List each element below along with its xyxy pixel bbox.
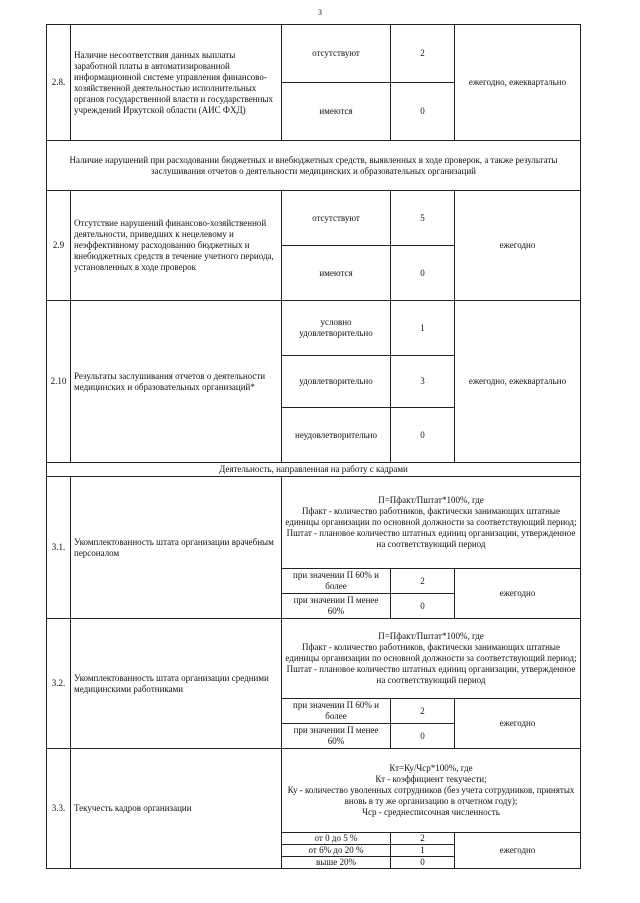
- option-score: 0: [391, 724, 455, 749]
- option-score: 0: [391, 246, 455, 301]
- option-score: 2: [391, 569, 455, 594]
- option-score: 0: [391, 594, 455, 619]
- frequency: ежегодно, ежеквартально: [455, 25, 581, 141]
- formula-line: П=Пфакт/Пштат*100%, где: [378, 631, 484, 641]
- criterion-description: Текучесть кадров организации: [71, 749, 282, 869]
- frequency: ежегодно: [455, 191, 581, 301]
- option-label: отсутствуют: [282, 25, 391, 83]
- option-score: 1: [391, 301, 455, 356]
- option-label: имеются: [282, 246, 391, 301]
- option-score: 2: [391, 833, 455, 845]
- frequency: ежегодно: [455, 833, 581, 869]
- table-row: [47, 477, 581, 569]
- option-label: отсутствуют: [282, 191, 391, 246]
- option-label: неудовлетворительно: [282, 408, 391, 463]
- row-number: 2.10: [47, 301, 71, 463]
- row-number: 3.2.: [47, 619, 71, 749]
- option-label: удовлетворительно: [282, 356, 391, 408]
- option-score: 3: [391, 356, 455, 408]
- option-score: 2: [391, 699, 455, 724]
- option-score: 1: [391, 845, 455, 857]
- formula-line: Пштат - плановое количество штатных единиц организации, утвержденное на соответствующий период: [286, 528, 576, 549]
- option-label: при значении П 60% и более: [282, 569, 391, 594]
- section-heading: Деятельность, направленная на работу с кадрами: [47, 463, 581, 477]
- page-number: 3: [318, 8, 322, 17]
- calculation-formula: [282, 477, 581, 569]
- option-label: выше 20%: [282, 857, 391, 869]
- criterion-description: Отсутствие нарушений финансово-хозяйственной деятельности, приведших к нецелевому и неэффективному расходованию бюджетных и внебюджетных средств в течение учетного периода, установленных в ходе проверок: [71, 191, 282, 301]
- option-label: имеются: [282, 83, 391, 141]
- option-label: при значении П 60% и более: [282, 699, 391, 724]
- row-number: 2.9: [47, 191, 71, 301]
- criteria-table: [46, 24, 581, 869]
- criterion-description: Укомплектованность штата организации врачебным персоналом: [71, 477, 282, 619]
- table-row: [47, 749, 581, 833]
- table-row: [47, 619, 581, 699]
- option-label: при значении П менее 60%: [282, 594, 391, 619]
- calculation-formula: [282, 749, 581, 833]
- row-number: 2.8.: [47, 25, 71, 141]
- formula-line: Пштат - плановое количество штатных единиц организации, утвержденное на соответствующий период: [286, 664, 576, 685]
- calculation-formula: [282, 619, 581, 699]
- section-heading-row: [47, 141, 581, 191]
- formula-line: Кт - коэффициент текучести;: [375, 774, 487, 784]
- formula-line: Чср - среднесписочная численность: [362, 807, 500, 817]
- option-score: 2: [391, 25, 455, 83]
- table-row: [47, 191, 581, 246]
- option-label: от 0 до 5 %: [282, 833, 391, 845]
- section-heading: Наличие нарушений при расходовании бюджетных и внебюджетных средств, выявленных в ходе проверок, а также результаты заслушивания отчетов о деятельности медицинских и образовательных организаций: [47, 141, 581, 191]
- criterion-description: Укомплектованность штата организации средними медицинскими работниками: [71, 619, 282, 749]
- formula-line: П=Пфакт/Пштат*100%, где: [378, 495, 484, 505]
- row-number: 3.1.: [47, 477, 71, 619]
- criterion-description: Результаты заслушивания отчетов о деятельности медицинских и образовательных организаций*: [71, 301, 282, 463]
- option-score: 0: [391, 857, 455, 869]
- frequency: ежегодно: [455, 569, 581, 619]
- formula-line: Пфакт - количество работников, фактически занимающих штатные единицы организации по основной должности за соответствующий период;: [285, 642, 577, 663]
- formula-line: Пфакт - количество работников, фактически занимающих штатные единицы организации по основной должности за соответствующий период;: [285, 506, 577, 527]
- table-row: [47, 301, 581, 356]
- section-heading-row: [47, 463, 581, 477]
- option-label: условно удовлетворительно: [282, 301, 391, 356]
- option-score: 0: [391, 83, 455, 141]
- option-score: 5: [391, 191, 455, 246]
- formula-line: Кт=Ку/Чср*100%, где: [389, 763, 473, 773]
- table-row: [47, 25, 581, 83]
- frequency: ежегодно, ежеквартально: [455, 301, 581, 463]
- option-label: при значении П менее 60%: [282, 724, 391, 749]
- row-number: 3.3.: [47, 749, 71, 869]
- criterion-description: Наличие несоответствия данных выплаты заработной платы в автоматизированной информационной системе управления финансово-хозяйственной деятельностью исполнительных органов государственной власти и государственных учреждений Иркутской области (АИС ФХД): [71, 25, 282, 141]
- formula-line: Ку - количество уволенных сотрудников (без учета сотрудников, принятых вновь в ту же организацию в отчетном году);: [287, 785, 575, 806]
- option-score: 0: [391, 408, 455, 463]
- frequency: ежегодно: [455, 699, 581, 749]
- option-label: от 6% до 20 %: [282, 845, 391, 857]
